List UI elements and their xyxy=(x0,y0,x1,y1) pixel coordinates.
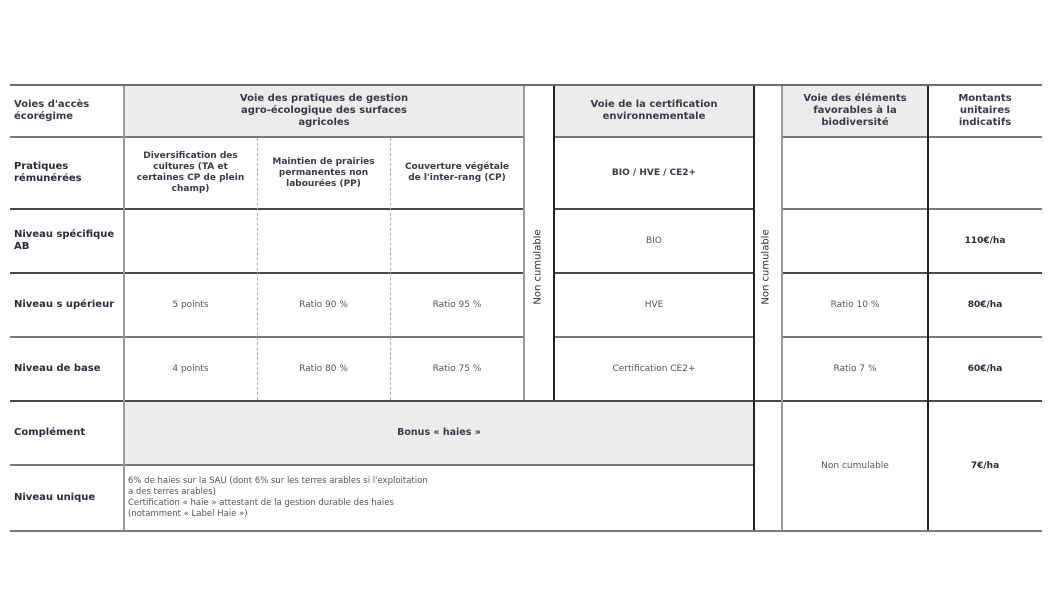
non-cumulable-label-2: Non cumulable xyxy=(760,229,772,305)
amount-superior: 80€/ha xyxy=(967,299,1003,310)
column-divider xyxy=(927,86,929,530)
row-divider xyxy=(782,136,1042,138)
column-divider xyxy=(523,86,525,400)
biodiversity-route-header: Voie des éléments favorables à la biodiversité xyxy=(803,93,907,128)
biodiversity-complement-non-cumulable: Non cumulable xyxy=(821,460,889,471)
non-cumulable-label-1: Non cumulable xyxy=(532,229,544,305)
diversification-superior: 5 points xyxy=(172,299,209,310)
certification-ab: BIO xyxy=(646,235,662,246)
row-divider xyxy=(10,464,754,466)
amount-base: 60€/ha xyxy=(967,363,1003,374)
access-routes-label: Voies d'accès écorégime xyxy=(14,99,90,122)
row-divider xyxy=(554,136,754,138)
bonus-hedges: Bonus « haies » xyxy=(397,427,481,438)
cover-superior: Ratio 95 % xyxy=(432,299,482,310)
biodiversity-superior: Ratio 10 % xyxy=(830,299,880,310)
row-label-superior: Niveau s upérieur xyxy=(14,299,115,310)
row-label-unique: Niveau unique xyxy=(14,492,96,503)
unique-level-line-3: Certification « haie » attestant de la gestion durable des haies xyxy=(128,498,394,508)
row-label-complement: Complément xyxy=(14,427,86,438)
column-divider-dashed xyxy=(390,138,391,400)
biodiversity-base: Ratio 7 % xyxy=(833,363,877,374)
diversification-practice: Diversification des cultures (TA et certaines CP de plein champ) xyxy=(136,151,245,194)
amount-ab: 110€/ha xyxy=(964,235,1006,246)
amounts-header: Montants unitaires indicatifs xyxy=(958,93,1012,128)
unique-level-line-4: (notamment « Label Haie ») xyxy=(128,509,248,519)
row-divider xyxy=(782,272,1042,274)
row-divider xyxy=(10,336,524,338)
amount-complement: 7€/ha xyxy=(970,460,1000,471)
unique-level-line-2: a des terres arables) xyxy=(128,487,216,497)
row-divider xyxy=(782,336,1042,338)
column-divider xyxy=(781,86,783,530)
diversification-base: 4 points xyxy=(172,363,209,374)
table-bottom-border xyxy=(10,530,1042,532)
row-divider xyxy=(782,208,1042,210)
row-label-base: Niveau de base xyxy=(14,363,101,374)
agro-practices-route-header: Voie des pratiques de gestion agro-écologique des surfaces agricoles xyxy=(239,93,409,128)
row-divider xyxy=(10,136,524,138)
row-divider xyxy=(554,336,754,338)
section-divider xyxy=(10,400,1042,402)
certification-route-header: Voie de la certification environnementale xyxy=(590,99,718,122)
row-divider xyxy=(10,208,524,210)
unique-level-line-1: 6% de haies sur la SAU (dont 6% sur les terres arables si l'exploitation xyxy=(128,476,428,486)
certification-practice: BIO / HVE / CE2+ xyxy=(611,168,697,178)
row-divider xyxy=(554,208,754,210)
cover-base: Ratio 75 % xyxy=(432,363,482,374)
practices-row-label: Pratiques rémunérées xyxy=(14,161,82,184)
cover-practice: Couverture végétale de l'inter-rang (CP) xyxy=(404,162,510,183)
grassland-superior: Ratio 90 % xyxy=(299,299,348,310)
row-divider xyxy=(554,272,754,274)
column-divider xyxy=(553,86,555,400)
grassland-practice: Maintien de prairies permanentes non labourées (PP) xyxy=(272,156,375,189)
certification-superior: HVE xyxy=(644,299,664,310)
row-label-ab: Niveau spécifique AB xyxy=(14,229,115,252)
certification-base: Certification CE2+ xyxy=(612,363,696,374)
row-divider xyxy=(10,272,524,274)
grassland-base: Ratio 80 % xyxy=(299,363,348,374)
column-divider xyxy=(753,86,755,530)
column-divider xyxy=(123,86,125,530)
column-divider-dashed xyxy=(257,138,258,400)
unique-level-description xyxy=(124,466,754,530)
